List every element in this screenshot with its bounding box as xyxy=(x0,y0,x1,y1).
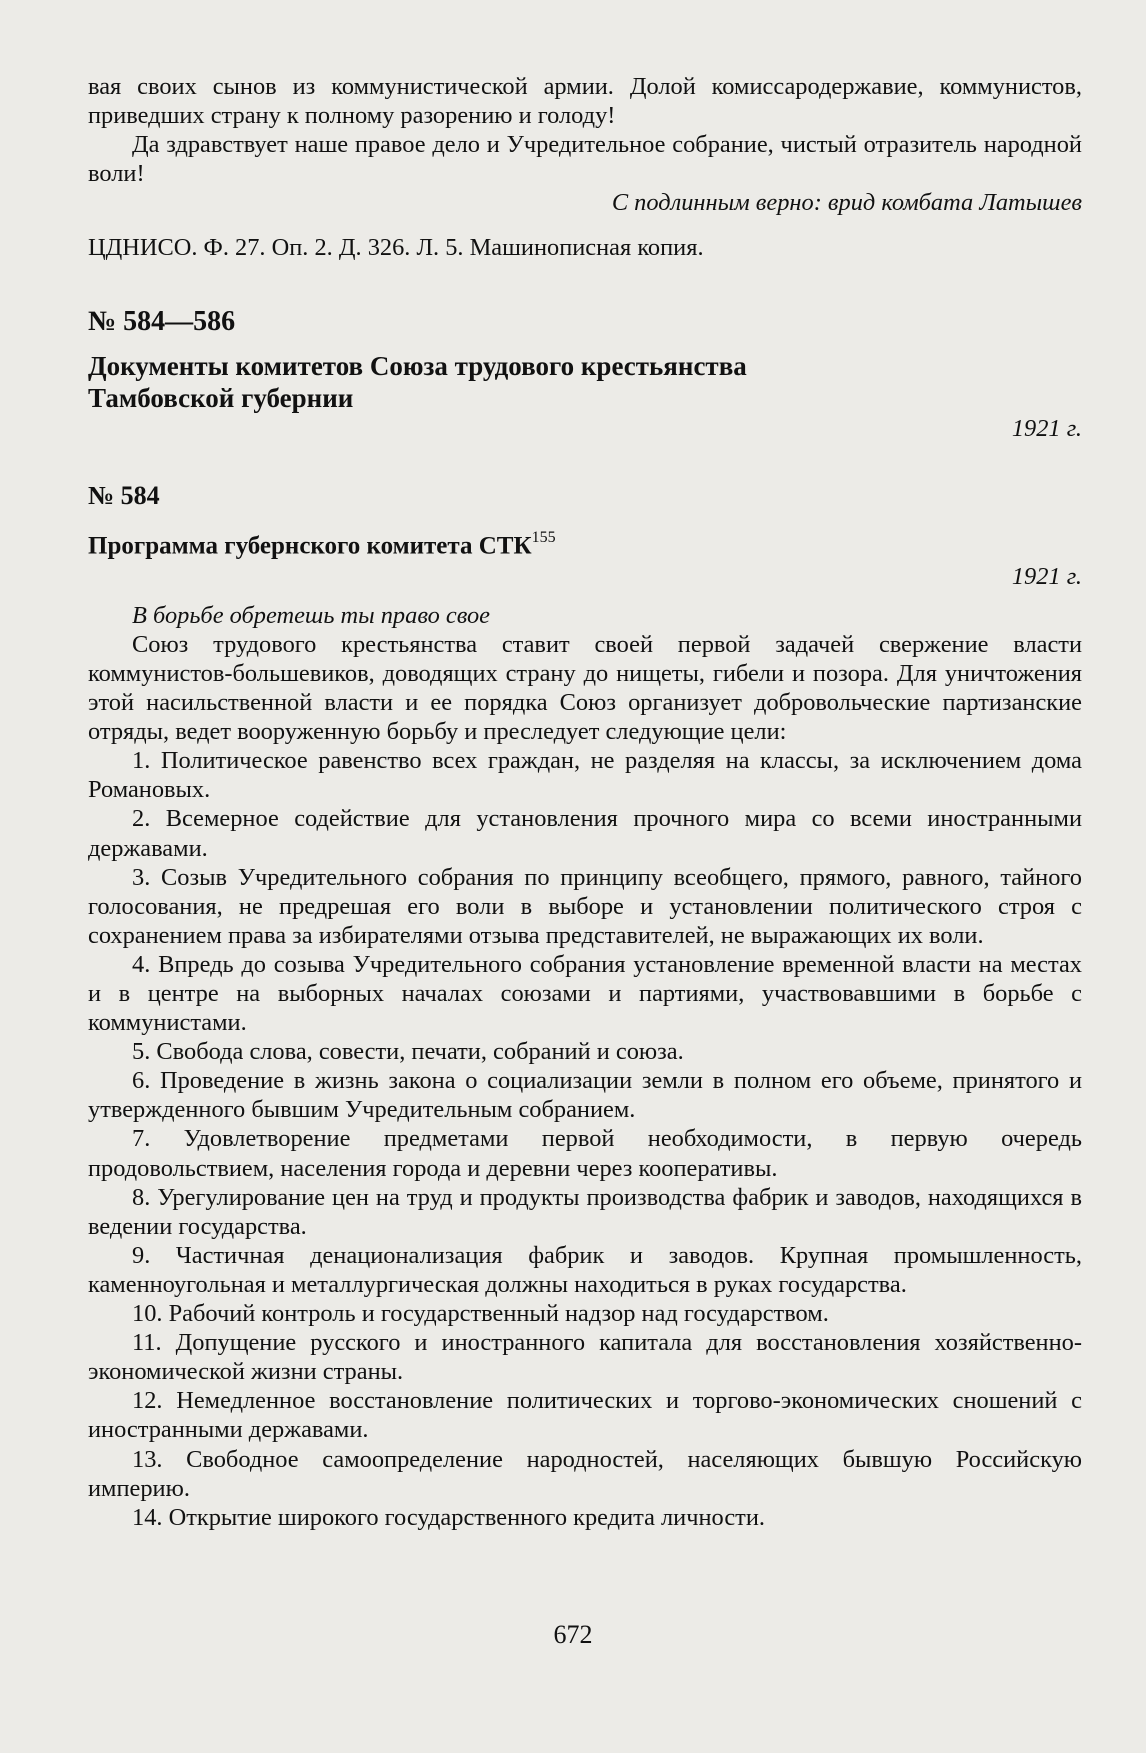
program-point: 8. Урегулирование цен на труд и продукты производства фабрик и заводов, находящихся в ведении государства. xyxy=(88,1183,1082,1240)
program-point: 6. Проведение в жизнь закона о социализации земли в полном его объеме, принятого и утвержденного бывшим Учредительным собранием. xyxy=(88,1067,1082,1124)
document-title xyxy=(88,525,1082,561)
program-point: 11. Допущение русского и иностранного капитала для восстановления хозяйственно-экономической жизни страны. xyxy=(88,1329,1082,1386)
archive-reference: ЦДНИСО. Ф. 27. Оп. 2. Д. 326. Л. 5. Машинописная копия. xyxy=(88,234,704,262)
program-point: 7. Удовлетворение предметами первой необходимости, в первую очередь продовольствием, населения города и деревни через кооперативы. xyxy=(88,1125,1082,1182)
document-date: 1921 г. xyxy=(1011,562,1082,590)
section-date: 1921 г. xyxy=(1011,415,1082,443)
program-point: 5. Свобода слова, совести, печати, собраний и союза. xyxy=(132,1038,684,1066)
section-title xyxy=(88,350,1082,414)
program-point: 4. Впредь до созыва Учредительного собрания установление временной власти на местах и в центре на выборных началах союзами и партиями, участвовавшими в борьбе с коммунистами. xyxy=(88,950,1082,1037)
program-point: 3. Созыв Учредительного собрания по принципу всеобщего, прямого, равного, тайного голосования, не предрешая его воли в выборе и установлении политического строя с сохранением права за избирателями отзыва представителей, не выражающих их воли. xyxy=(88,863,1082,949)
program-point: 14. Открытие широкого государственного кредита личности. xyxy=(132,1503,765,1531)
page-number: 672 xyxy=(553,1620,593,1649)
section-title-line: Тамбовской губернии xyxy=(88,383,354,414)
closing-paragraph: Да здравствует наше правое дело и Учредительное собрание, чистый отразитель народной воли! xyxy=(88,131,1082,188)
program-points xyxy=(88,746,1082,1532)
section-title-line: Документы комитетов Союза трудового крестьянства xyxy=(88,351,747,382)
program-point: 9. Частичная денационализация фабрик и заводов. Крупная промышленность, каменноугольная и металлургическая должны находиться в руках государства. xyxy=(88,1241,1082,1298)
program-point: 1. Политическое равенство всех граждан, не разделяя на классы, за исключением дома Романовых. xyxy=(88,747,1082,804)
footnote-marker: 155 xyxy=(531,529,556,547)
page-content xyxy=(88,72,1082,1532)
signature-line: С подлинным верно: врид комбата Латышев xyxy=(611,189,1082,217)
section-number: № 584—586 xyxy=(88,306,236,338)
closing-paragraph: вая своих сынов из коммунистической армии. Долой комиссародержавие, коммунистов, приведших страну к полному разорению и голоду! xyxy=(88,73,1082,130)
program-point: 13. Свободное самоопределение народностей, населяющих бывшую Российскую империю. xyxy=(88,1445,1082,1502)
document-title-text: Программа губернского комитета СТК xyxy=(88,532,532,560)
document-number: № 584 xyxy=(88,481,160,511)
epigraph: В борьбе обретешь ты право свое xyxy=(132,601,490,629)
intro-paragraph: Союз трудового крестьянства ставит своей первой задачей свержение власти коммунистов-большевиков, доводящих страну до нищеты, гибели и позора. Для уничтожения этой насильственной власти и ее порядка Союз организует добровольческие партизанские отряды, ведет вооруженную борьбу и преследует следующие цели: xyxy=(88,630,1082,746)
program-point: 12. Немедленное восстановление политических и торгово-экономических сношений с иностранными державами. xyxy=(88,1387,1082,1444)
program-point: 2. Всемерное содействие для установления прочного мира со всеми иностранными державами. xyxy=(88,805,1082,862)
program-point: 10. Рабочий контроль и государственный надзор над государством. xyxy=(132,1300,829,1328)
